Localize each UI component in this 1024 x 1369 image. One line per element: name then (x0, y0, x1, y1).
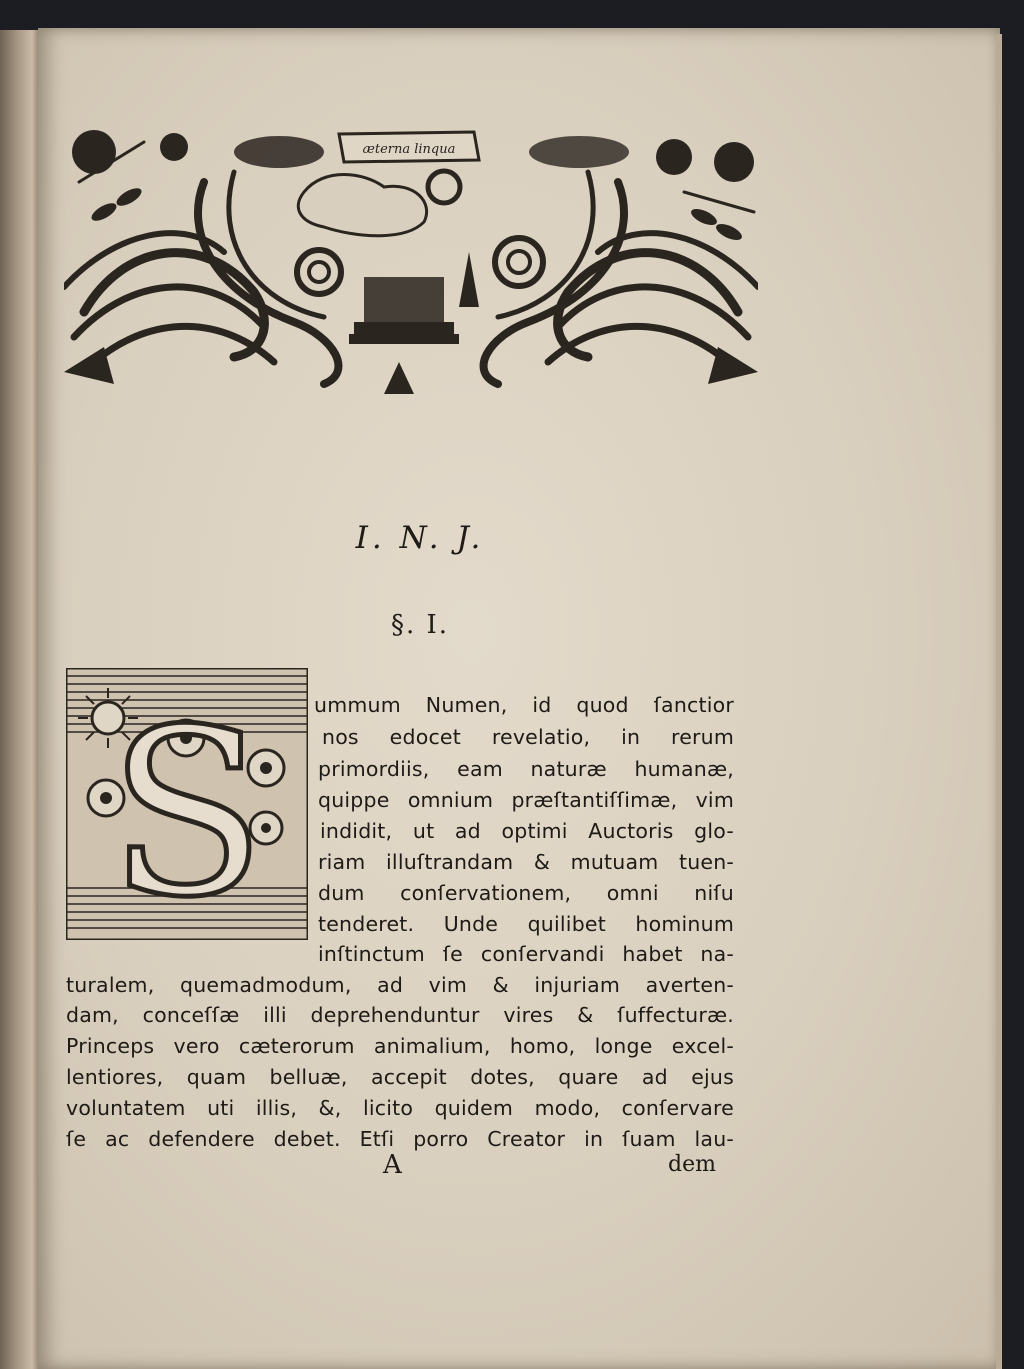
ribbon-motto: æterna linqua (362, 142, 456, 157)
catchword: dem (668, 1152, 716, 1177)
headpiece-ornament (64, 122, 758, 394)
text-line: primordiis, eam naturæ humanæ, (318, 757, 734, 781)
page-fore-edge (996, 34, 1002, 1369)
text-line: tenderet. Unde quilibet hominum (318, 912, 734, 936)
text-line: dam, conceſſæ illi deprehenduntur vires & ſuffecturæ. (66, 1003, 734, 1027)
initial-letter-s: S (108, 681, 266, 940)
text-line: inſtinctum ſe conſervandi habet na- (318, 942, 734, 966)
page-heading: I. N. J. (355, 520, 485, 556)
section-number: §. I. (390, 610, 450, 640)
text-line: turalem, quemadmodum, ad vim & injuriam averten- (66, 973, 734, 997)
signature-mark: A (383, 1150, 402, 1180)
decorated-initial (66, 668, 308, 940)
text-line: dum conſervationem, omni niſu (318, 881, 734, 905)
text-line: voluntatem uti illis, &, licito quidem modo, conſervare (66, 1096, 734, 1120)
text-line: quippe omnium præſtantiſſimæ, vim (318, 788, 734, 812)
text-line: nos edocet revelatio, in rerum (322, 725, 734, 749)
text-line: lentiores, quam belluæ, accepit dotes, quare ad ejus (66, 1065, 734, 1089)
left-page-edge (0, 30, 40, 1369)
text-line: riam illuſtrandam & mutuam tuen- (318, 850, 734, 874)
text-line: ſe ac defendere debet. Etſi porro Creator in ſuam lau- (66, 1127, 734, 1151)
text-line: indidit, ut ad optimi Auctoris glo- (320, 819, 734, 843)
text-line: ummum Numen, id quod ſanctior (314, 693, 734, 717)
text-line: Princeps vero cæterorum animalium, homo, longe excel- (66, 1034, 734, 1058)
